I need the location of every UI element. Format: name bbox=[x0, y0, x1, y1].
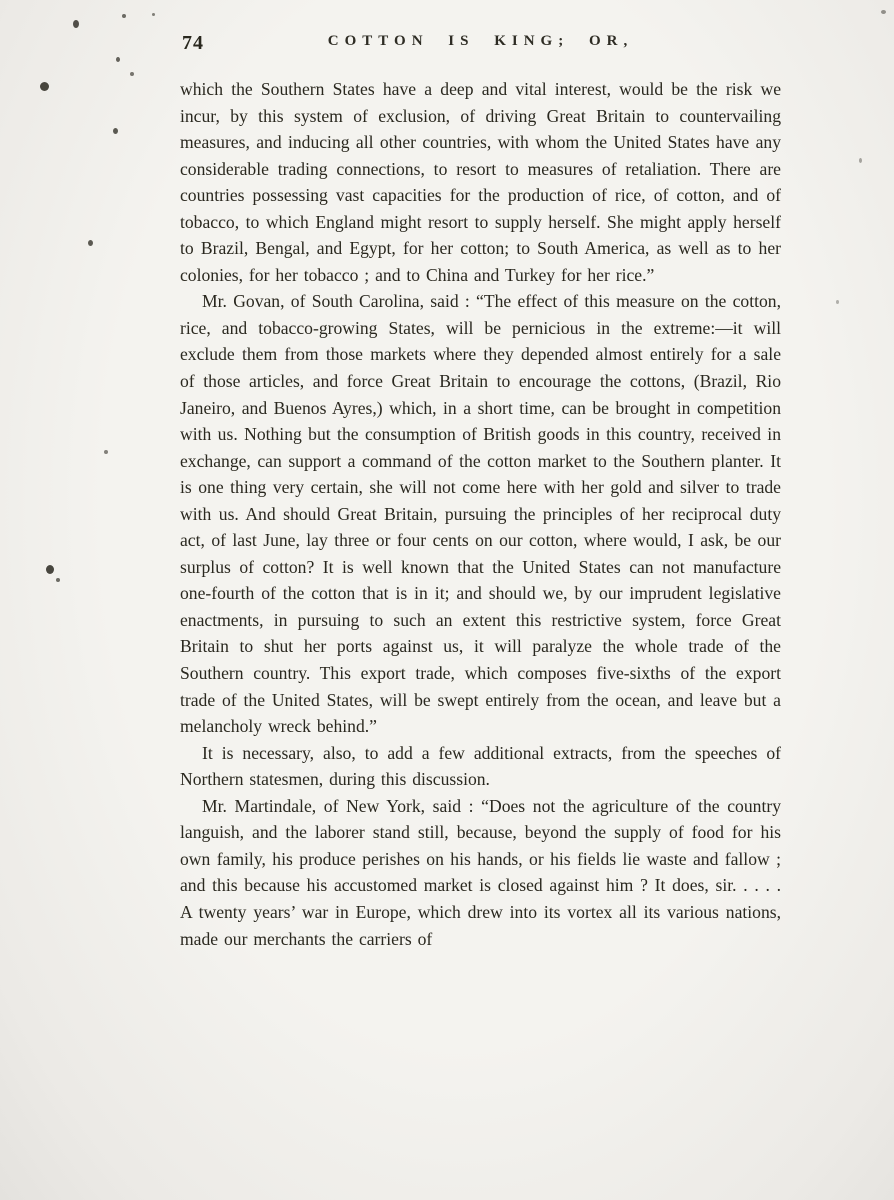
scan-speckle bbox=[122, 14, 126, 18]
scan-speckle bbox=[73, 20, 79, 28]
scan-speckle bbox=[881, 10, 886, 14]
paragraph: which the Southern States have a deep and vital interest, would be the risk we incur, by this system of exclusion, of driving Great Britain to countervailing measures, and inducing all other countries, with whom the United States have any considerable trading connections, to resort to measures of retaliation. There are countries possessing vast capacities for the production of rice, of cotton, and of tobacco, to which England might resort to supply herself. She might apply herself to Brazil, Bengal, and Egypt, for her cotton; to South America, as well as to her colonies, for her tobacco ; and to China and Turkey for her rice.” bbox=[180, 79, 781, 285]
scan-speckle bbox=[152, 13, 155, 16]
scan-speckle bbox=[104, 450, 108, 454]
paragraph: It is necessary, also, to add a few additional extracts, from the speeches of Northern statesmen, during this discussion. bbox=[180, 742, 781, 790]
paragraph: Mr. Martindale, of New York, said : “Does not the agriculture of the country languish, and the laborer stand still, because, beyond the supply of food for his own family, his produce perishes on his hands, or his fields lie waste and fallow ; and this because his accustomed market is closed against him ? It does, sir. . . . . A twenty years’ war in Europe, which drew into its vortex all its various nations, made our merchants the carriers of bbox=[180, 795, 781, 949]
scan-speckle bbox=[113, 128, 118, 134]
scan-speckle bbox=[88, 240, 93, 246]
paragraph: Mr. Govan, of South Carolina, said : “The effect of this measure on the cotton, rice, and tobacco-growing States, will be pernicious in the extreme:—it will exclude them from those markets where they depended almost entirely for a sale of those articles, and force Great Britain to encourage the cottons, (Brazil, Rio Janeiro, and Buenos Ayres,) which, in a short time, can be brought in competition with us. Nothing but the consumption of British goods in this country, received in exchange, can support a command of the cotton market to the Southern planter. It is one thing very certain, she will not come here with her gold and silver to trade with us. And should Great Britain, pursuing the principles of her reciprocal duty act, of last June, lay three or four cents on our cotton, where would, I ask, be our surplus of cotton? It is well known that the United States can not manufacture one-fourth of the cotton that is in it; and should we, by our imprudent legislative enactments, in pursuing to such an extent this restrictive system, force Great Britain to shut her ports against us, it will paralyze the whole trade of the Southern country. This export trade, which composes five-sixths of the export trade of the United States, will be swept entirely from the ocean, and leave but a melancholy wreck behind.” bbox=[180, 291, 781, 737]
scan-speckle bbox=[40, 82, 49, 91]
scan-speckle bbox=[859, 158, 862, 163]
running-head: COTTON IS KING; OR, bbox=[327, 33, 634, 49]
page-header bbox=[180, 30, 781, 60]
scan-speckle bbox=[116, 57, 120, 62]
page-body bbox=[180, 76, 781, 952]
scan-speckle bbox=[46, 565, 54, 574]
scan-speckle bbox=[130, 72, 134, 76]
page-number: 74 bbox=[182, 32, 204, 54]
scan-speckle bbox=[56, 578, 60, 582]
scan-speckle bbox=[836, 300, 839, 304]
